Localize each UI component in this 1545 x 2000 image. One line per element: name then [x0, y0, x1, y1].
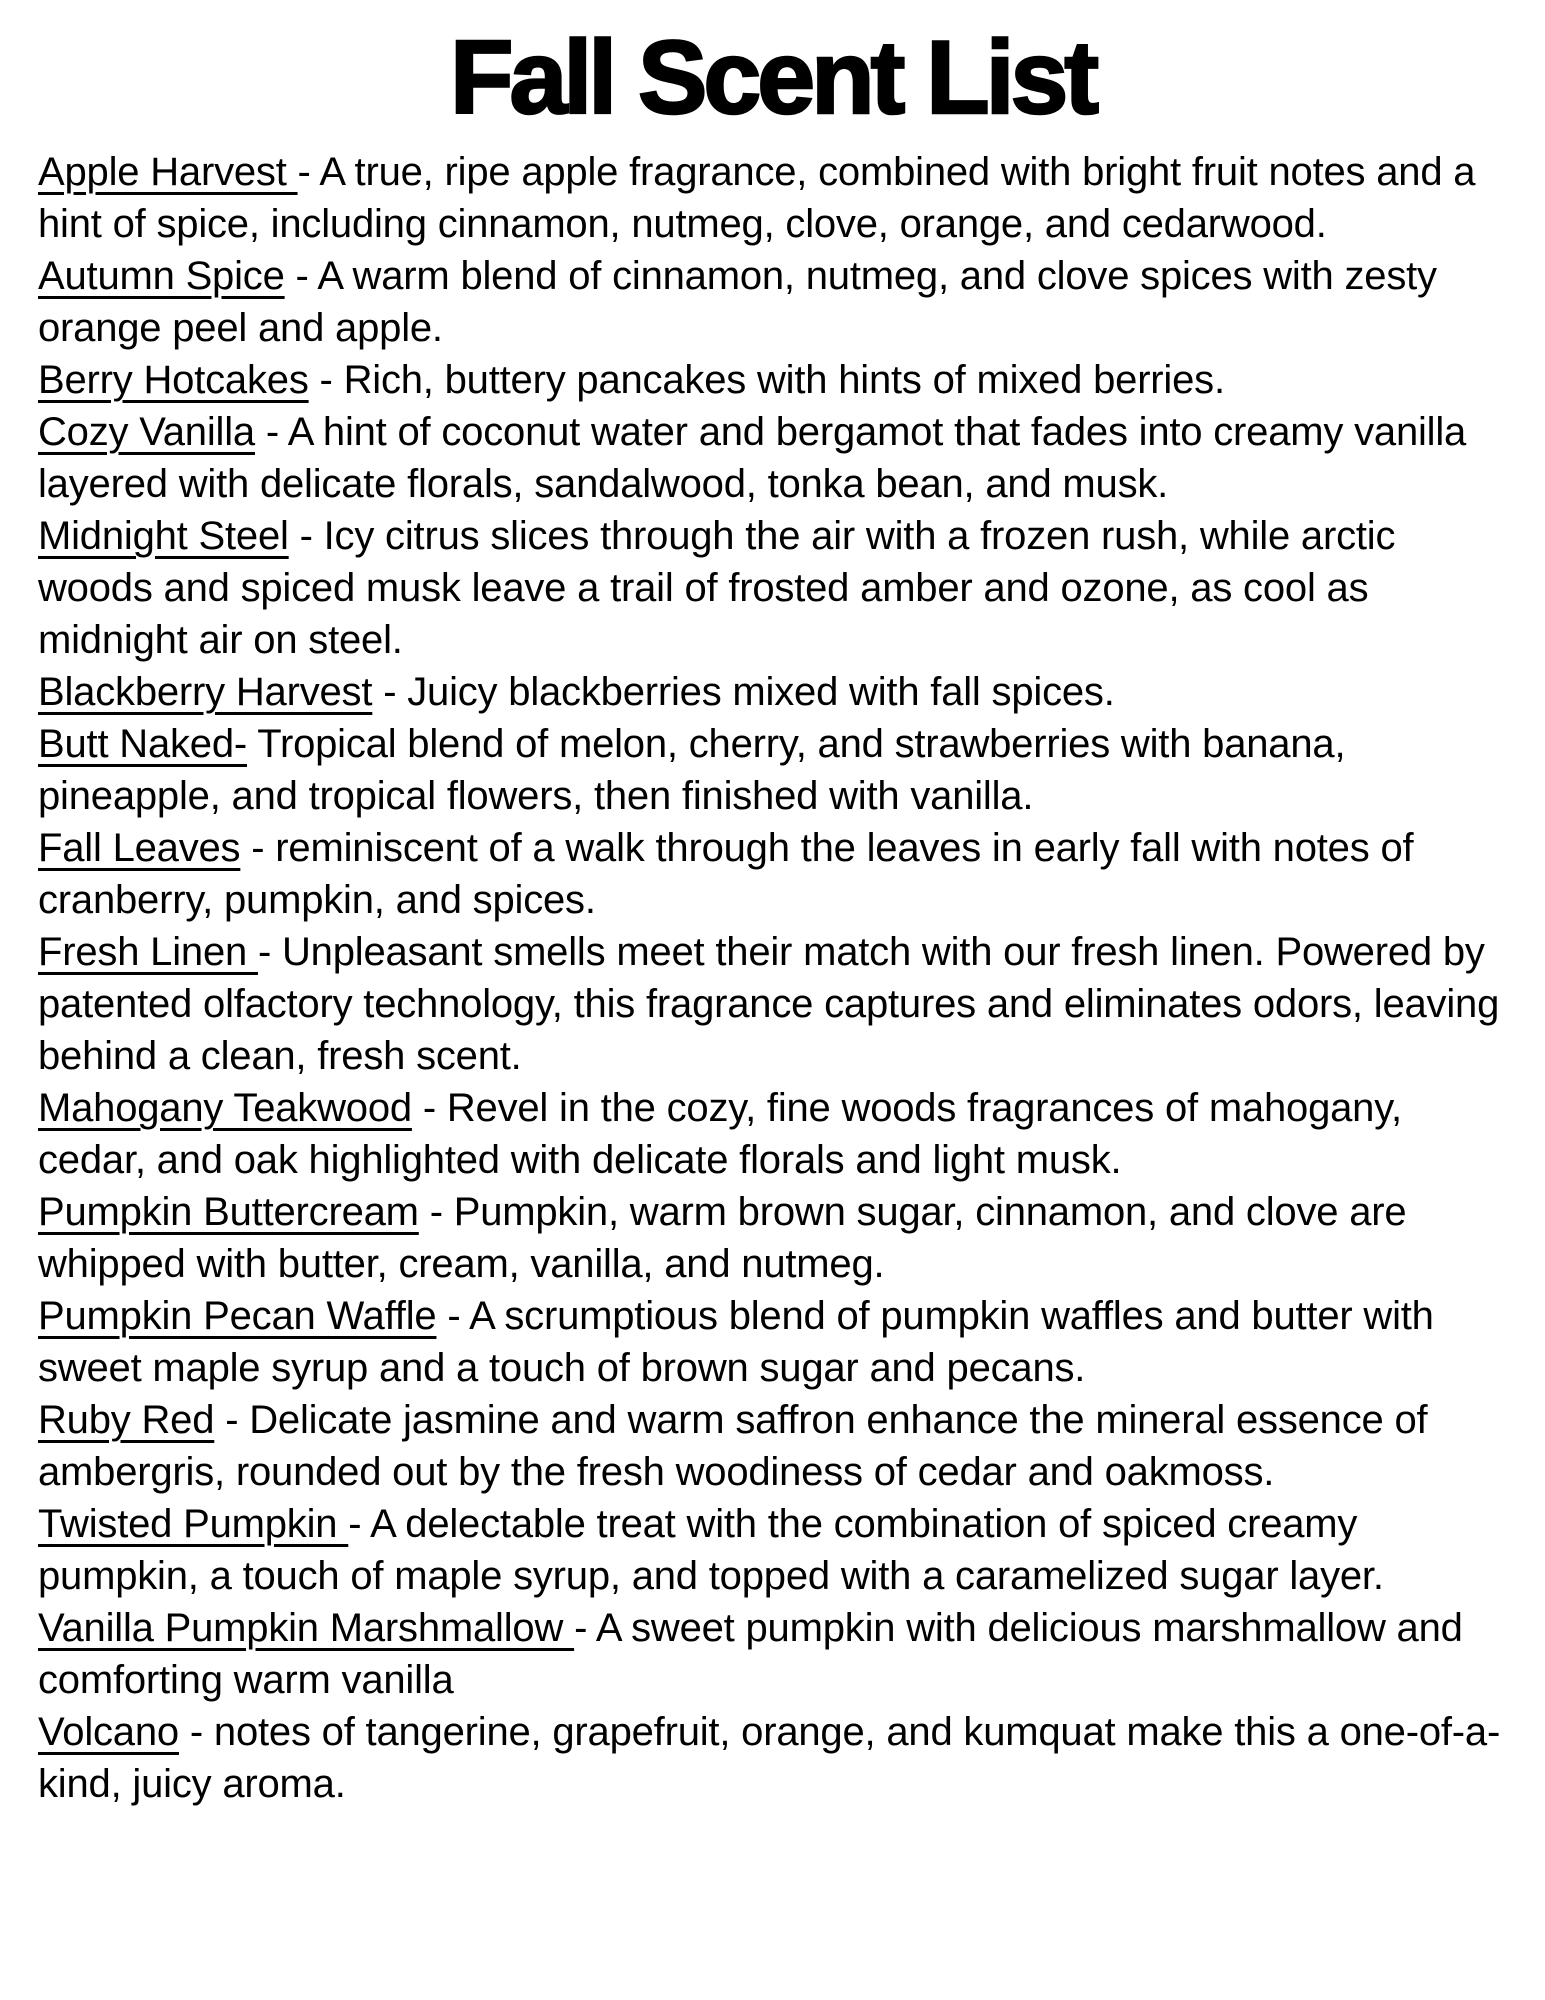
scent-entry: [38, 1498, 1511, 1602]
scent-name: Mahogany Teakwood: [38, 1086, 412, 1130]
scent-description: - Rich, buttery pancakes with hints of mixed berries.: [308, 358, 1225, 402]
scent-description: - A true, ripe apple fragrance, combined with bright fruit notes and a hint of spice, including cinnamon, nutmeg, clove, orange, and cedarwood.: [38, 150, 1476, 246]
scent-description: - A warm blend of cinnamon, nutmeg, and clove spices with zesty orange peel and apple.: [38, 254, 1437, 350]
scent-description: - A hint of coconut water and bergamot that fades into creamy vanilla layered with delicate florals, sandalwood, tonka bean, and musk.: [38, 410, 1467, 506]
scent-entry: [38, 718, 1511, 822]
scent-name: Pumpkin Buttercream: [38, 1190, 419, 1234]
scent-name: Pumpkin Pecan Waffle: [38, 1294, 437, 1338]
scent-entry: [38, 510, 1511, 666]
scent-description: - A sweet pumpkin with delicious marshmallow and comforting warm vanilla: [38, 1606, 1463, 1702]
scent-name: Ruby Red: [38, 1398, 215, 1442]
scent-entry: [38, 1394, 1511, 1498]
scent-description: - Pumpkin, warm brown sugar, cinnamon, and clove are whipped with butter, cream, vanilla, and nutmeg.: [38, 1190, 1407, 1286]
scent-name: Cozy Vanilla: [38, 410, 255, 454]
scent-entry: [38, 250, 1511, 354]
scent-entry: [38, 1706, 1511, 1810]
scent-description: - Juicy blackberries mixed with fall spices.: [372, 670, 1115, 714]
scent-description: Tropical blend of melon, cherry, and strawberries with banana, pineapple, and tropical flowers, then finished with vanilla.: [38, 722, 1346, 818]
scent-description: - Revel in the cozy, fine woods fragrances of mahogany, cedar, and oak highlighted with delicate florals and light musk.: [38, 1086, 1402, 1182]
scent-name: Midnight Steel: [38, 514, 289, 558]
scent-description: - reminiscent of a walk through the leaves in early fall with notes of cranberry, pumpkin, and spices.: [38, 826, 1414, 922]
scent-name: Berry Hotcakes: [38, 358, 309, 402]
scent-entry: [38, 146, 1511, 250]
scent-list: [0, 146, 1545, 1810]
scent-entry: [38, 1290, 1511, 1394]
scent-entry: [38, 926, 1511, 1082]
scent-description: - A scrumptious blend of pumpkin waffles and butter with sweet maple syrup and a touch of brown sugar and pecans.: [38, 1294, 1434, 1390]
scent-name: Apple Harvest: [38, 150, 298, 194]
scent-entry: [38, 1602, 1511, 1706]
scent-name: Twisted Pumpkin: [38, 1502, 349, 1546]
scent-entry: [38, 1186, 1511, 1290]
scent-name: Autumn Spice: [38, 254, 285, 298]
scent-name: Butt Naked-: [38, 722, 248, 766]
scent-name: Fresh Linen: [38, 930, 258, 974]
scent-name: Fall Leaves: [38, 826, 241, 870]
scent-name: Blackberry Harvest: [38, 670, 373, 714]
scent-description: - Icy citrus slices through the air with a frozen rush, while arctic woods and spiced musk leave a trail of frosted amber and ozone, as cool as midnight air on steel.: [38, 514, 1396, 662]
scent-description: - Unpleasant smells meet their match with our fresh linen. Powered by patented olfactory technology, this fragrance captures and eliminates odors, leaving behind a clean, fresh scent.: [38, 930, 1500, 1078]
page-title: Fall Scent List: [449, 20, 1096, 136]
scent-entry: [38, 354, 1511, 406]
scent-entry: [38, 666, 1511, 718]
scent-description: - A delectable treat with the combination of spiced creamy pumpkin, a touch of maple syrup, and topped with a caramelized sugar layer.: [38, 1502, 1384, 1598]
scent-description: - Delicate jasmine and warm saffron enhance the mineral essence of ambergris, rounded out by the fresh woodiness of cedar and oakmoss.: [38, 1398, 1428, 1494]
scent-description: - notes of tangerine, grapefruit, orange, and kumquat make this a one-of-a-kind, juicy aroma.: [38, 1710, 1501, 1806]
scent-name: Volcano: [38, 1710, 179, 1754]
scent-entry: [38, 822, 1511, 926]
scent-entry: [38, 1082, 1511, 1186]
scent-entry: [38, 406, 1511, 510]
scent-name: Vanilla Pumpkin Marshmallow: [38, 1606, 575, 1650]
